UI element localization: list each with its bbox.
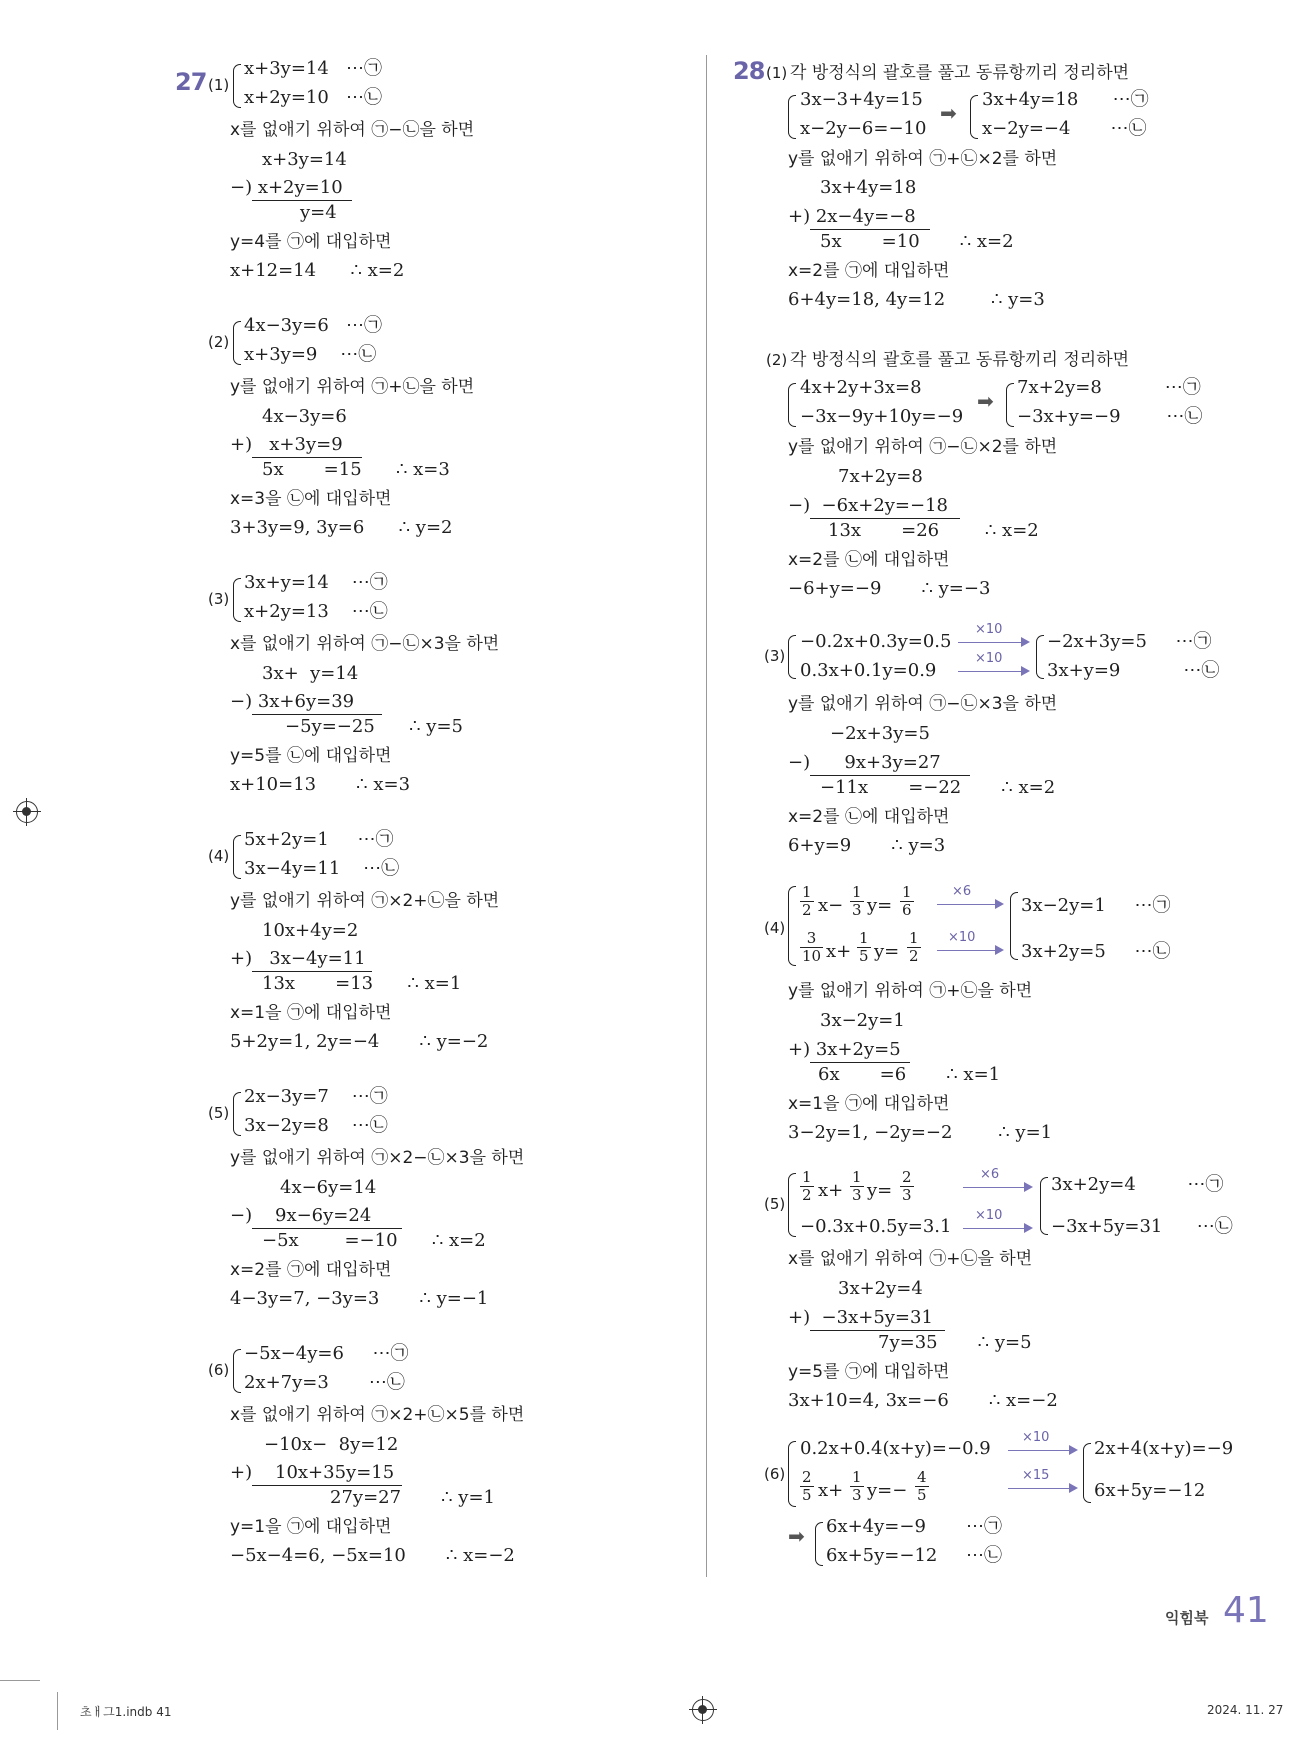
subproblem-number: (1)	[208, 76, 230, 94]
equation: −3x+5y=31 ⋯㉡	[1051, 1216, 1233, 1237]
step-text: x+3y=14	[262, 149, 347, 170]
step-text: −5x =−10 ∴ x=2	[262, 1230, 486, 1251]
subproblem-number: (6)	[208, 1361, 230, 1379]
step-text: −5y=−25 ∴ y=5	[285, 716, 463, 737]
fraction: $\frac{2}{3}$	[902, 1168, 912, 1204]
step-text: y를 없애기 위하여 ㉠−㉡×3을 하면	[788, 694, 1058, 714]
system-brace	[233, 1092, 241, 1136]
file-name: 초ㅐ그1.indb 41	[80, 1705, 172, 1719]
multiplier-label: ×10	[1022, 1430, 1050, 1445]
equation: x+3y=9 ⋯㉡	[244, 344, 377, 365]
step-text: −) −6x+2y=−18	[788, 495, 949, 516]
system-brace	[1040, 1177, 1048, 1235]
trim-mark	[57, 1692, 58, 1730]
step-text: 3x+ y=14	[262, 663, 359, 684]
equation: 6x+5y=−12 ⋯㉡	[826, 1545, 1002, 1566]
step-text: y=1을 ㉠에 대입하면	[230, 1517, 392, 1537]
book-title: 익힘북	[1165, 1609, 1209, 1627]
step-text: x=2를 ㉡에 대입하면	[788, 807, 950, 827]
step-text: −) 3x+6y=39	[230, 691, 355, 712]
step-text: −2x+3y=5	[830, 723, 930, 744]
step-text: x+12=14 ∴ x=2	[230, 260, 405, 281]
fraction: $\frac{1}{5}$	[859, 929, 869, 965]
step-text: −) x+2y=10	[230, 177, 343, 198]
step-text: 4x−3y=6	[262, 406, 347, 427]
step-text: 3−2y=1, −2y=−2 ∴ y=1	[788, 1122, 1053, 1143]
step-text: −10x− 8y=12	[264, 1434, 399, 1455]
system-brace	[788, 1441, 796, 1507]
multiplier-label: ×10	[975, 651, 1003, 666]
arrow-right-icon	[1008, 1488, 1076, 1489]
step-text: 각 방정식의 괄호를 풀고 동류항끼리 정리하면	[790, 63, 1130, 83]
equation: 0.3x+0.1y=0.9	[800, 660, 937, 681]
fraction: $\frac{1}{2}$	[909, 929, 919, 965]
equation: 3x−3+4y=15	[800, 89, 923, 110]
step-text: 5x =15 ∴ x=3	[262, 459, 450, 480]
arrow-right-icon	[937, 950, 1002, 951]
equation: −5x−4y=6 ⋯㉠	[244, 1343, 409, 1364]
equation: x−	[818, 895, 844, 916]
equation: −0.2x+0.3y=0.5	[800, 631, 952, 652]
step-text: x를 없애기 위하여 ㉠−㉡×3을 하면	[230, 634, 500, 654]
arrow-right-icon	[963, 1228, 1031, 1229]
system-brace	[1036, 635, 1044, 679]
equation: y=	[874, 941, 900, 962]
multiplier-label: ×10	[975, 622, 1003, 637]
step-text: 4x−6y=14	[280, 1177, 377, 1198]
system-brace	[233, 578, 241, 622]
system-brace	[815, 1522, 823, 1566]
step-text: −) 9x+3y=27	[788, 752, 941, 773]
subproblem-number: (2)	[766, 351, 788, 369]
step-text: −6+y=−9 ∴ y=−3	[788, 578, 991, 599]
equation: 3x+y=9 ⋯㉡	[1047, 660, 1220, 681]
arrow-right-icon: ➡	[940, 101, 957, 125]
step-text: x=1을 ㉠에 대입하면	[230, 1003, 392, 1023]
system-brace	[970, 95, 978, 139]
arrow-right-icon: ➡	[788, 1524, 805, 1548]
step-text: y=4를 ㉠에 대입하면	[230, 232, 392, 252]
equation: x−2y=−4 ⋯㉡	[982, 118, 1147, 139]
print-date: 2024. 11. 27	[1207, 1703, 1284, 1717]
step-text: 각 방정식의 괄호를 풀고 동류항끼리 정리하면	[790, 350, 1130, 370]
subproblem-number: (3)	[208, 590, 230, 608]
step-text: −5x−4=6, −5x=10 ∴ x=−2	[230, 1545, 515, 1566]
problem-number: 28	[733, 57, 765, 85]
step-text: x를 없애기 위하여 ㉠−㉡을 하면	[230, 120, 475, 140]
system-brace	[1083, 1443, 1091, 1503]
step-text: y를 없애기 위하여 ㉠+㉡×2를 하면	[788, 149, 1058, 169]
multiplier-label: ×6	[952, 884, 972, 899]
step-text: −11x =−22 ∴ x=2	[820, 777, 1056, 798]
arrow-right-icon	[958, 671, 1028, 672]
step-text: y=5를 ㉠에 대입하면	[788, 1362, 950, 1382]
step-text: 6x =6 ∴ x=1	[818, 1064, 1001, 1085]
equation: 3x+y=14 ⋯㉠	[244, 572, 388, 593]
system-brace	[233, 64, 241, 108]
step-text: +) x+3y=9	[230, 434, 343, 455]
equation: 3x+2y=4 ⋯㉠	[1051, 1174, 1224, 1195]
equation: y=−	[867, 1480, 908, 1501]
system-brace	[1010, 892, 1018, 960]
step-text: y=5를 ㉡에 대입하면	[230, 746, 392, 766]
step-text: x를 없애기 위하여 ㉠+㉡을 하면	[788, 1249, 1033, 1269]
multiplier-label: ×10	[975, 1208, 1003, 1223]
equation: 3x−4y=11 ⋯㉡	[244, 858, 400, 879]
step-text: y를 없애기 위하여 ㉠+㉡을 하면	[788, 981, 1033, 1001]
fraction: $\frac{4}{5}$	[917, 1468, 927, 1504]
system-brace	[1006, 383, 1014, 427]
step-text: x=1을 ㉠에 대입하면	[788, 1094, 950, 1114]
subproblem-number: (4)	[208, 847, 230, 865]
equation: y=	[867, 895, 893, 916]
system-brace	[233, 321, 241, 365]
fraction: $\frac{1}{2}$	[802, 883, 812, 919]
page-number: 41	[1223, 1590, 1269, 1631]
system-brace	[788, 635, 796, 679]
step-text: x=2를 ㉠에 대입하면	[230, 1260, 392, 1280]
arrow-right-icon	[1008, 1450, 1076, 1451]
equation: 2x−3y=7 ⋯㉠	[244, 1086, 388, 1107]
step-text: 10x+4y=2	[262, 920, 359, 941]
equation: 2x+4(x+y)=−9	[1094, 1438, 1234, 1459]
step-text: 7y=35 ∴ y=5	[878, 1332, 1032, 1353]
equation: 5x+2y=1 ⋯㉠	[244, 829, 394, 850]
equation: 2x+7y=3 ⋯㉡	[244, 1372, 405, 1393]
equation: −0.3x+0.5y=3.1	[800, 1216, 952, 1237]
step-text: x를 없애기 위하여 ㉠×2+㉡×5를 하면	[230, 1405, 525, 1425]
equation: 3x+4y=18 ⋯㉠	[982, 89, 1149, 110]
step-text: +) 3x−4y=11	[230, 948, 366, 969]
system-brace	[233, 835, 241, 879]
equation: 3x+2y=5 ⋯㉡	[1021, 941, 1171, 962]
fraction: $\frac{3}{10}$	[802, 929, 822, 965]
multiplier-label: ×15	[1022, 1468, 1050, 1483]
step-text: x=2를 ㉡에 대입하면	[788, 550, 950, 570]
step-text: +) −3x+5y=31	[788, 1307, 933, 1328]
step-text: 13x =13 ∴ x=1	[262, 973, 462, 994]
multiplier-label: ×6	[980, 1167, 1000, 1182]
system-brace	[233, 1349, 241, 1393]
equation: 6x+4y=−9 ⋯㉠	[826, 1516, 1002, 1537]
step-text: 7x+2y=8	[838, 466, 923, 487]
equation: 3x−2y=1 ⋯㉠	[1021, 895, 1171, 916]
step-text: 3x−2y=1	[820, 1010, 905, 1031]
step-text: 3x+10=4, 3x=−6 ∴ x=−2	[788, 1390, 1058, 1411]
step-text: 13x =26 ∴ x=2	[828, 520, 1039, 541]
equation: −3x−9y+10y=−9	[800, 406, 964, 427]
equation: x+3y=14 ⋯㉠	[244, 58, 383, 79]
subproblem-number: (6)	[764, 1465, 786, 1483]
equation: 4x−3y=6 ⋯㉠	[244, 315, 383, 336]
step-text: y=4	[300, 202, 337, 223]
step-text: 6+y=9 ∴ y=3	[788, 835, 946, 856]
arrow-right-icon: ➡	[977, 389, 994, 413]
multiplier-label: ×10	[948, 930, 976, 945]
subproblem-number: (1)	[766, 64, 788, 82]
equation: 3x−2y=8 ⋯㉡	[244, 1115, 388, 1136]
system-brace	[788, 383, 796, 427]
step-text: 5x =10 ∴ x=2	[820, 231, 1014, 252]
subproblem-number: (3)	[764, 647, 786, 665]
fraction: $\frac{1}{6}$	[902, 883, 912, 919]
subproblem-number: (2)	[208, 333, 230, 351]
equation: 0.2x+0.4(x+y)=−0.9	[800, 1438, 991, 1459]
step-text: 4−3y=7, −3y=3 ∴ y=−1	[230, 1288, 489, 1309]
equation: x+2y=10 ⋯㉡	[244, 87, 383, 108]
step-text: 5+2y=1, 2y=−4 ∴ y=−2	[230, 1031, 489, 1052]
arrow-right-icon	[958, 642, 1028, 643]
equation: x+	[818, 1180, 844, 1201]
step-text: x=2를 ㉠에 대입하면	[788, 261, 950, 281]
system-brace	[788, 95, 796, 139]
step-text: +) 3x+2y=5	[788, 1039, 901, 1060]
column-divider	[706, 55, 707, 1577]
step-text: −) 9x−6y=24	[230, 1205, 372, 1226]
system-brace	[788, 1173, 796, 1237]
step-text: x+10=13 ∴ x=3	[230, 774, 411, 795]
step-text: y를 없애기 위하여 ㉠×2−㉡×3을 하면	[230, 1148, 525, 1168]
equation: x+	[818, 1480, 844, 1501]
equation: 7x+2y=8 ⋯㉠	[1017, 377, 1201, 398]
equation: 4x+2y+3x=8	[800, 377, 922, 398]
registration-mark-icon	[692, 1699, 714, 1721]
step-text: 6+4y=18, 4y=12 ∴ y=3	[788, 289, 1045, 310]
step-text: y를 없애기 위하여 ㉠+㉡을 하면	[230, 377, 475, 397]
equation: 6x+5y=−12	[1094, 1480, 1206, 1501]
step-text: 3x+4y=18	[820, 177, 917, 198]
equation: y=	[867, 1180, 893, 1201]
equation: x+	[826, 941, 852, 962]
subproblem-number: (5)	[208, 1104, 230, 1122]
step-text: +) 2x−4y=−8	[788, 206, 916, 227]
system-brace	[788, 886, 796, 966]
step-text: 3+3y=9, 3y=6 ∴ y=2	[230, 517, 453, 538]
arrow-right-icon	[937, 904, 1002, 905]
step-text: 3x+2y=4	[838, 1278, 923, 1299]
problem-number: 27	[175, 68, 207, 96]
equation: −2x+3y=5 ⋯㉠	[1047, 631, 1212, 652]
step-text: y를 없애기 위하여 ㉠−㉡×2를 하면	[788, 437, 1058, 457]
fraction: $\frac{1}{3}$	[852, 1468, 862, 1504]
arrow-right-icon	[963, 1187, 1031, 1188]
equation: x+2y=13 ⋯㉡	[244, 601, 388, 622]
registration-mark-icon	[16, 801, 38, 823]
subproblem-number: (4)	[764, 919, 786, 937]
subproblem-number: (5)	[764, 1195, 786, 1213]
step-text: 27y=27 ∴ y=1	[330, 1487, 495, 1508]
fraction: $\frac{1}{3}$	[852, 1168, 862, 1204]
equation: −3x+y=−9 ⋯㉡	[1017, 406, 1203, 427]
step-text: y를 없애기 위하여 ㉠×2+㉡을 하면	[230, 891, 500, 911]
trim-mark	[0, 1680, 40, 1681]
fraction: $\frac{1}{2}$	[802, 1168, 812, 1204]
fraction: $\frac{1}{3}$	[852, 883, 862, 919]
step-text: +) 10x+35y=15	[230, 1462, 395, 1483]
equation: x−2y−6=−10	[800, 118, 927, 139]
fraction: $\frac{2}{5}$	[802, 1468, 812, 1504]
step-text: x=3을 ㉡에 대입하면	[230, 489, 392, 509]
